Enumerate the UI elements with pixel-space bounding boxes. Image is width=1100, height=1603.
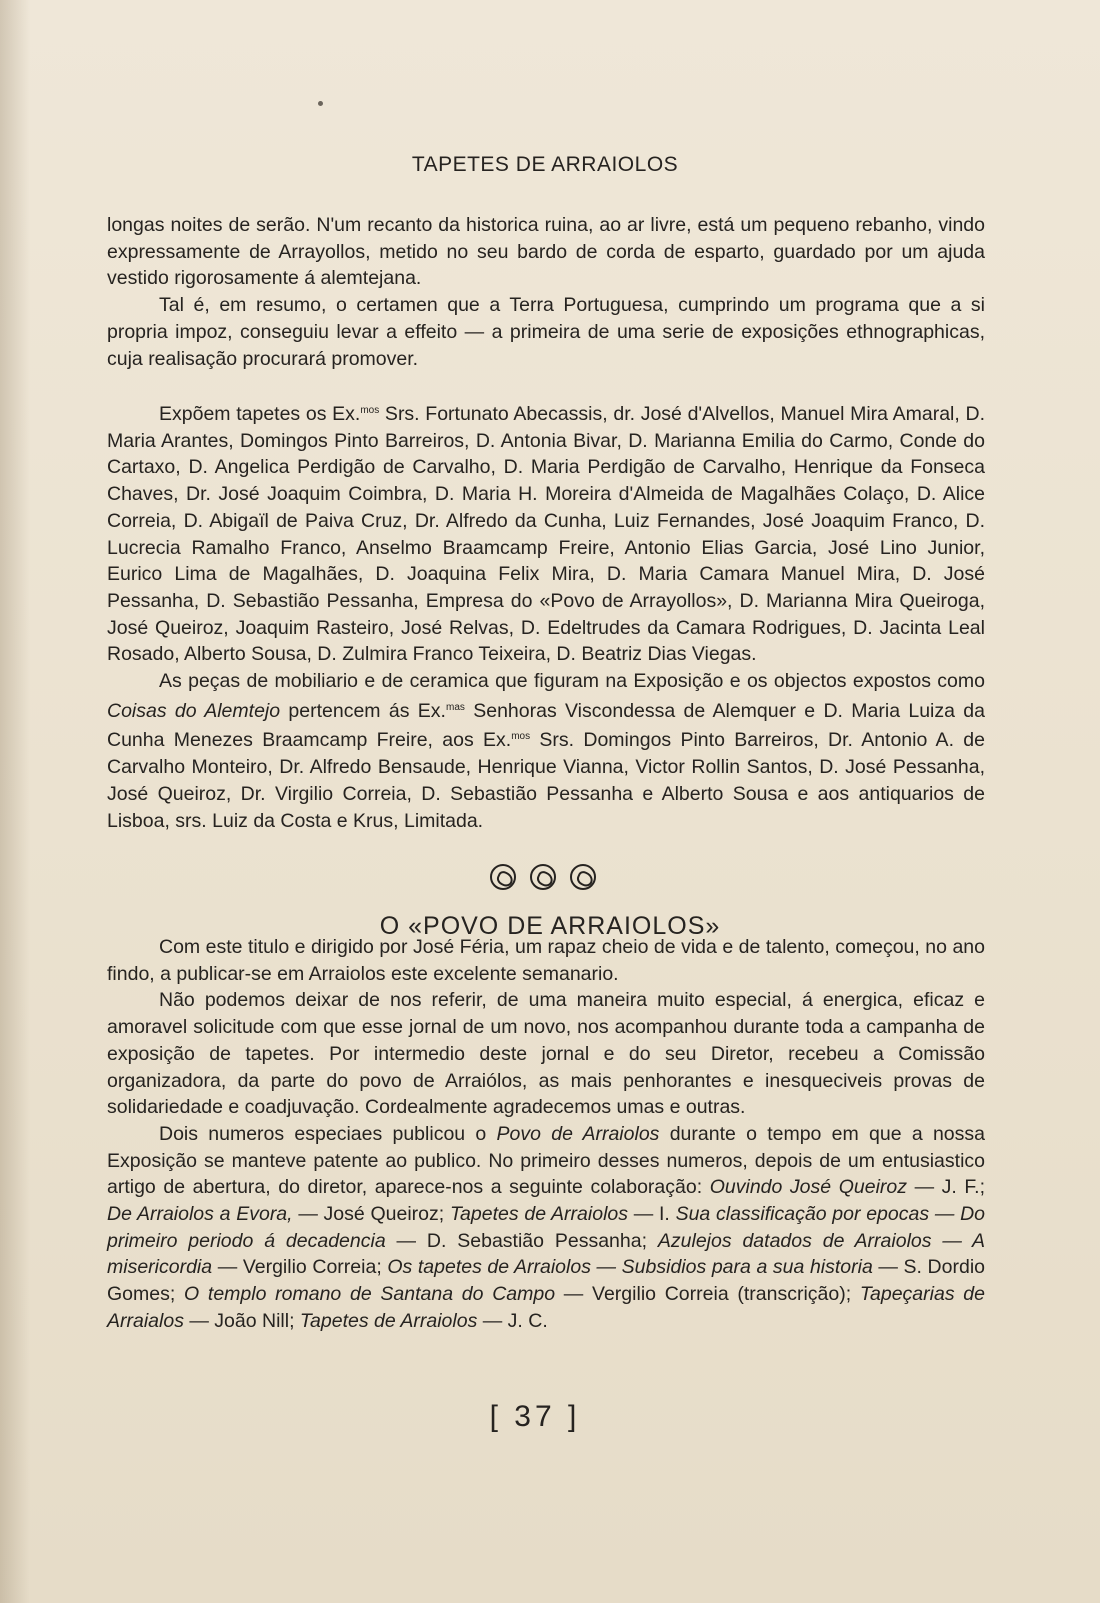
ornament-icon <box>570 864 596 890</box>
ornament-icon <box>490 864 516 890</box>
section-title: O «POVO DE ARRAIOLOS» <box>379 912 721 940</box>
paragraph: Com este titulo e dirigido por José Féria, um rapaz cheio de vida e de talento, começou, no ano findo, a publicar-se em Arraiolos este excelente semanario. <box>107 936 985 985</box>
paragraph: Expõem tapetes os Ex.$^{mos}$ Srs. Fortunato Abecassis, dr. José d'Alvellos, Manuel Mira Amaral, D. Maria Arantes, Domingos Pinto Barreiros, D. Antonia Bivar, D. Marianna Emilia do Carmo, Conde do Cartaxo, D. Angelica Perdigão de Carvalho, D. Maria Perdigão de Carvalho, Henrique da Fonseca Chaves, Dr. José Joaquim Coimbra, D. Maria H. Moreira d'Almeida de Magalhães Colaço, D. Alice Correia, D. Abigaïl de Paiva Cruz, Dr. Alfredo da Cunha, Luiz Fernandes, José Joaquim Franco, D. Lucrecia Ramalho Franco, Anselmo Braamcamp Freire, Antonio Elias Garcia, José Lino Junior, Eurico Lima de Magalhães, D. Joaquina Felix Mira, D. Maria Camara Manuel Mira, D. José Pessanha, D. Sebastião Pessanha, Empresa do «Povo de Arrayollos», D. Marianna Mira Queiroga, José Queiroz, Joaquim Rasteiro, José Relvas, D. Edeltrudes da Camara Rodrigues, D. Jacinta Leal Rosado, Alberto Sousa, D. Zulmira Franco Teixeira, D. Beatriz Dias Viegas. <box>107 403 985 666</box>
paragraph: As peças de mobiliario e de ceramica que figuram na Exposição e os objectos expostos como Coisas do Alemtejo pertencem ás Ex.$^{mas}$ Senhoras Viscondessa de Alemquer e D. Maria Luiza da Cunha Menezes Braamcamp Freire, aos Ex.$^{mos}$ Srs. Domingos Pinto Barreiros, Dr. Antonio A. de Carvalho Monteiro, Dr. Alfredo Bensaude, Henrique Vianna, Victor Rollin Santos, D. José Pessanha, José Queiroz, Dr. Virgilio Correia, D. Sebastião Pessanha e Alberto Sousa e aos antiquarios de Lisboa, srs. Luiz da Costa e Krus, Limitada. <box>107 670 985 832</box>
section-body <box>107 934 985 1335</box>
section-ornaments <box>490 864 596 890</box>
body-text-block <box>107 212 985 372</box>
exhibitors-list <box>107 398 985 834</box>
paragraph: Tal é, em resumo, o certamen que a Terra Portuguesa, cumprindo um programa que a si propria impoz, conseguiu levar a effeito — a primeira de uma serie de exposições ethnographicas, cuja realisação procurará promover. <box>107 294 985 370</box>
paragraph: longas noites de serão. N'um recanto da historica ruina, ao ar livre, está um pequeno rebanho, vindo expressamente de Arrayollos, metido no seu bardo de corda de esparto, guardado por um ajuda vestido rigorosamente á alemtejana. <box>107 214 985 290</box>
page-number: [ 37 ] <box>489 1400 581 1433</box>
ornament-icon <box>530 864 556 890</box>
paragraph: Não podemos deixar de nos referir, de uma maneira muito especial, á energica, eficaz e amoravel solicitude com que esse jornal de um novo, nos acompanhou durante toda a campanha de exposição de tapetes. Por intermedio deste jornal e do seu Diretor, recebeu a Comissão organizadora, da parte do povo de Arraiólos, as mais penhorantes e inesqueciveis provas de solidariedade e coadjuvação. Cordealmente agradecemos umas e outras. <box>107 989 985 1119</box>
ink-dot <box>318 101 323 106</box>
paragraph: Dois numeros especiaes publicou o Povo de Arraiolos durante o tempo em que a nossa Exposição se manteve patente ao publico. No primeiro desses numeros, depois de um entusiastico artigo de abertura, do diretor, aparece-nos a seguinte colaboração: Ouvindo José Queiroz — J. F.; De Arraiolos a Evora, — José Queiroz; Tapetes de Arraiolos — I. Sua classificação por epocas — Do primeiro periodo á decadencia — D. Sebastião Pessanha; Azulejos datados de Arraiolos — A misericordia — Vergilio Correia; Os tapetes de Arraiolos — Subsidios para a sua historia — S. Dordio Gomes; O templo romano de Santana do Campo — Vergilio Correia (transcrição); Tapeçarias de Arraialos — João Nill; Tapetes de Arraiolos — J. C. <box>107 1122 986 1332</box>
running-head: TAPETES DE ARRAIOLOS <box>411 153 679 176</box>
